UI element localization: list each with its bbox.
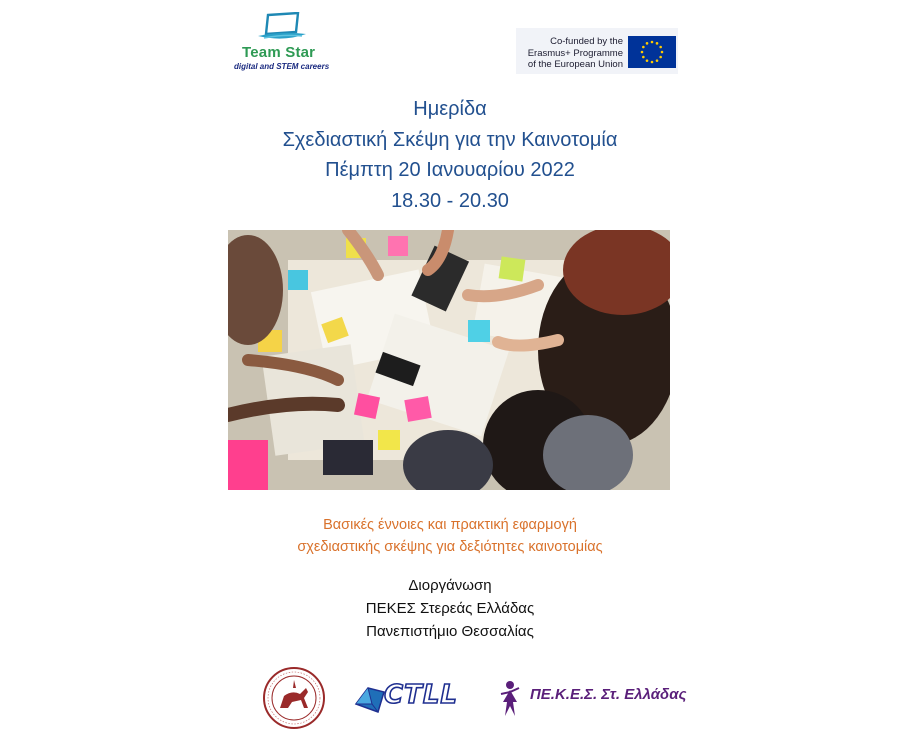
event-header xyxy=(0,94,900,216)
eu-star xyxy=(646,59,649,62)
eu-star xyxy=(642,56,645,59)
subtitle-line-2: σχεδιαστικής σκέψης για δεξιότητες καινοτομίας xyxy=(297,539,603,555)
pekes-logo-text: ΠΕ.Κ.Ε.Σ. Στ. Ελλάδας xyxy=(530,686,687,703)
erasmus-line-3: of the European Union xyxy=(527,59,623,70)
erasmus-text xyxy=(528,36,623,71)
eu-star xyxy=(651,41,654,44)
laptop-icon xyxy=(254,12,310,44)
event-title: Σχεδιαστική Σκέψη για την Καινοτομία xyxy=(282,128,618,151)
organizers-heading: Διοργάνωση xyxy=(408,577,492,594)
eu-flag-icon xyxy=(628,36,676,68)
eu-star xyxy=(659,56,662,59)
organizer-1: ΠΕΚΕΣ Στερεάς Ελλάδας xyxy=(365,600,535,617)
organizer-2: Πανεπιστήμιο Θεσσαλίας xyxy=(366,623,534,640)
teamstar-tagline: digital and STEM careers xyxy=(234,62,330,71)
erasmus-line-1: Co-funded by the xyxy=(550,36,623,47)
ctll-logo-text: CTLL xyxy=(384,680,458,710)
organizers xyxy=(0,574,900,643)
eu-star xyxy=(656,59,659,62)
eu-star xyxy=(661,51,664,54)
event-time: 18.30 - 20.30 xyxy=(391,189,509,212)
event-type: Ημερίδα xyxy=(413,98,487,120)
eu-star xyxy=(656,42,659,45)
teamstar-logo xyxy=(232,12,332,74)
eu-star xyxy=(642,46,645,49)
erasmus-line-2: Erasmus+ Programme xyxy=(527,47,623,59)
event-date: Πέμπτη 20 Ιανουαρίου 2022 xyxy=(325,159,575,181)
teamstar-name: Team Star xyxy=(242,44,316,61)
pekes-figure-icon xyxy=(497,680,523,718)
workshop-photo xyxy=(228,230,670,490)
eu-star xyxy=(641,51,644,54)
event-subtitle xyxy=(0,514,900,558)
erasmus-logo xyxy=(516,28,678,74)
eu-star xyxy=(646,42,649,45)
subtitle-line-1: Βασικές έννοιες και πρακτική εφαρμογή xyxy=(323,517,577,533)
university-seal-icon xyxy=(262,666,326,730)
eu-star xyxy=(659,46,662,49)
eu-star xyxy=(651,61,654,64)
